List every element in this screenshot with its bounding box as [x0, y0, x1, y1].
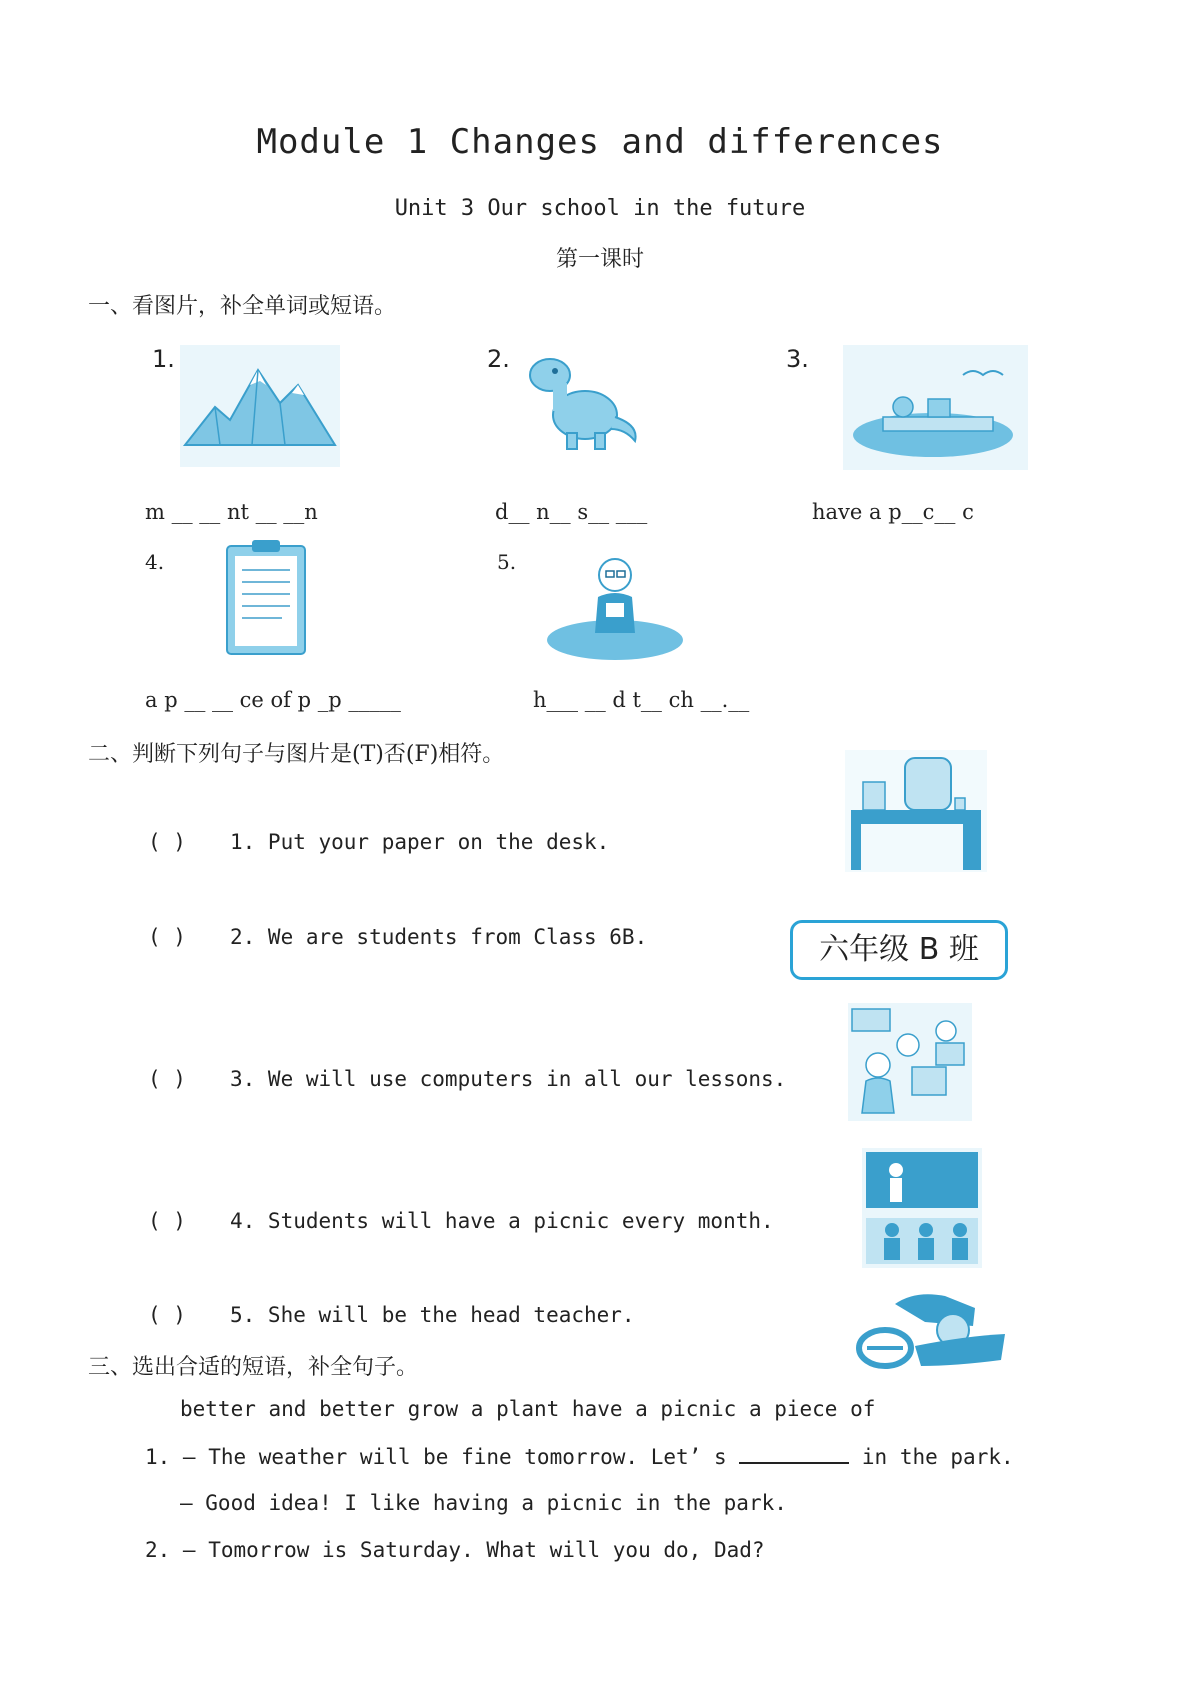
q1-line-a-pre: 1. — The weather will be fine tomorrow. Let’ s [145, 1445, 727, 1469]
q1-answer-blank[interactable] [739, 1444, 849, 1464]
class-sign-icon: 六年级 B 班 [790, 920, 1008, 980]
computer-class-icon [848, 1003, 972, 1121]
item4-blank: a p __ __ ce of p _p _____ [145, 688, 401, 712]
q1-line-a [145, 1444, 1014, 1469]
item1-blank: m __ __ nt __ __n [145, 500, 318, 524]
tf-statement-4: 4. Students will have a picnic every month. [230, 1209, 774, 1233]
item2-number: 2. [487, 345, 510, 373]
tf-statement-2: 2. We are students from Class 6B. [230, 925, 648, 949]
tf-paren-2[interactable]: ( ) [148, 925, 186, 949]
item4-number: 4. [145, 550, 165, 574]
picnic-icon [843, 345, 1028, 470]
tf-paren-5[interactable]: ( ) [148, 1303, 186, 1327]
mountain-icon [180, 345, 340, 467]
tf-paren-4[interactable]: ( ) [148, 1209, 186, 1233]
classroom-icon [862, 1148, 982, 1268]
item3-number: 3. [786, 345, 809, 373]
phrase-options: better and better grow a plant have a picnic a piece of [180, 1397, 876, 1421]
tf-paren-3[interactable]: ( ) [148, 1067, 186, 1091]
lesson-label: 第一课时 [555, 247, 644, 272]
dinosaur-icon [515, 345, 645, 455]
head-teacher-icon [540, 545, 690, 665]
tf-statement-1: 1. Put your paper on the desk. [230, 830, 610, 854]
item5-blank: h___ __ d t__ ch __.__ [533, 688, 750, 712]
page-title: Module 1 Changes and differences [256, 122, 944, 162]
section3-heading: 三、选出合适的短语，补全句子。 [88, 1355, 419, 1380]
item1-number: 1. [152, 345, 175, 373]
desk-icon [845, 750, 987, 872]
section1-heading: 一、看图片，补全单词或短语。 [88, 294, 397, 319]
tf-paren-1[interactable]: ( ) [148, 830, 186, 854]
section2-heading: 二、判断下列句子与图片是(T)否(F)相符。 [88, 742, 505, 767]
q2-line-a: 2. — Tomorrow is Saturday. What will you do, Dad? [145, 1538, 765, 1562]
tf-statement-5: 5. She will be the head teacher. [230, 1303, 635, 1327]
paper-icon [222, 538, 312, 658]
unit-subtitle: Unit 3 Our school in the future [394, 196, 806, 221]
item5-number: 5. [497, 550, 517, 574]
tf-statement-3: 3. We will use computers in all our lessons. [230, 1067, 787, 1091]
item3-blank: have a p__c__ c [812, 500, 974, 524]
q1-line-b: — Good idea! I like having a picnic in the park. [180, 1491, 787, 1515]
q1-line-a-post: in the park. [861, 1445, 1014, 1469]
driver-icon [855, 1286, 1015, 1376]
item2-blank: d__ n__ s__ ___ [495, 500, 648, 524]
